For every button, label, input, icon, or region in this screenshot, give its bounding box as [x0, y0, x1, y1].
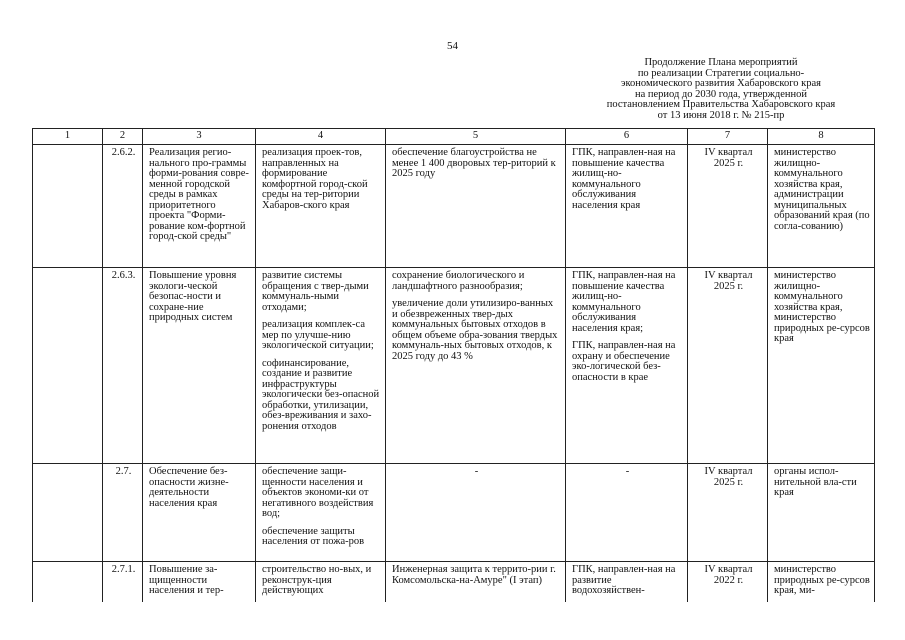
- cell-text: сохранение биологического и ландшафтного разнообразия;: [392, 270, 525, 292]
- column-header: 3: [143, 129, 256, 145]
- cell-text: ГПК, направлен-ная на охрану и обеспечение эко-логической без-опасности в крае: [572, 340, 676, 383]
- table-cell: [143, 268, 256, 464]
- cell-text: обеспечение благоустройства не менее 1 400 дворовых тер-риторий к 2025 году: [392, 147, 556, 179]
- table-cell: [256, 464, 386, 562]
- table-row: [33, 268, 875, 464]
- header-line: Продолжение Плана мероприятий: [644, 57, 798, 68]
- column-number-row: [33, 129, 875, 145]
- table-cell: [566, 562, 688, 602]
- header-line: постановлением Правительства Хабаровского края: [606, 99, 836, 110]
- table-cell: [103, 464, 143, 562]
- header-line: от 13 июня 2018 г. № 215-пр: [657, 109, 785, 121]
- cell-text: -: [474, 466, 479, 477]
- cell-text: развитие системы обращения с твер-дыми коммуналь-ными отходами;: [262, 270, 369, 313]
- cell-text: 2.6.2.: [111, 147, 136, 158]
- table-cell: [768, 268, 875, 464]
- cell-text: 2.7.1.: [111, 564, 136, 575]
- table-cell: [103, 562, 143, 602]
- column-header: 2: [103, 129, 143, 145]
- plan-table: [32, 128, 875, 602]
- cell-text: министерство жилищно-коммунального хозяйства края, администрации муниципальных образований края (по согла-сованию): [774, 147, 870, 232]
- table-cell: [768, 562, 875, 602]
- cell-text: министерство природных ре-сурсов края, ми-: [774, 564, 870, 596]
- table-cell: [143, 562, 256, 602]
- table-cell: [688, 562, 768, 602]
- plan-table-body: [33, 145, 875, 602]
- table-row: [33, 562, 875, 602]
- table-cell: [566, 464, 688, 562]
- cell-text: министерство жилищно-коммунального хозяйства края, министерство природных ре-сурсов края: [774, 270, 870, 344]
- cell-text: IV квартал 2022 г.: [704, 564, 753, 586]
- table-cell: [256, 145, 386, 268]
- cell-text: реализация проек-тов, направленных на формирование комфортной город-ской среды на тер-ритории Хабаров-ского края: [262, 147, 368, 211]
- cell-text: Обеспечение без-опасности жизне-деятельности населения края: [149, 466, 229, 509]
- table-cell: [143, 464, 256, 562]
- column-header: 6: [566, 129, 688, 145]
- cell-text: IV квартал 2025 г.: [704, 147, 753, 169]
- cell-text: 2.6.3.: [111, 270, 136, 281]
- cell-text: софинансирование, создание и развитие инфраструктуры экологически без-опасной обработки, утилизации, обез-вреживания и захо-ронения отходов: [262, 357, 380, 432]
- table-cell: [143, 145, 256, 268]
- table-cell: [386, 268, 566, 464]
- table-cell: [386, 145, 566, 268]
- table-cell: [33, 464, 103, 562]
- cell-text: Инженерная защита к террито-рии г. Комсомольска-на-Амуре" (I этап): [392, 564, 556, 586]
- column-header: 1: [33, 129, 103, 145]
- cell-text: IV квартал 2025 г.: [704, 466, 753, 488]
- cell-text: Реализация регио-нального про-граммы форми-рования совре-менной городской среды в рамках приоритетного проекта "Форми-рование ком-фортной город-ской среды": [149, 147, 249, 242]
- table-cell: [566, 268, 688, 464]
- cell-text: строительство но-вых, и реконструк-ция действующих: [262, 564, 372, 596]
- cell-text: ГПК, направлен-ная на повышение качества жилищ-но-коммунального обслуживания населения края: [572, 147, 676, 211]
- cell-text: Повышение за-щищенности населения и тер-: [149, 564, 224, 596]
- table-cell: [688, 268, 768, 464]
- column-header: 8: [768, 129, 875, 145]
- cell-text: -: [625, 466, 630, 477]
- table-row: [33, 145, 875, 268]
- table-cell: [768, 464, 875, 562]
- cell-text: реализация комплек-са мер по улучше-нию экологической ситуации;: [262, 319, 374, 351]
- cell-text: увеличение доли утилизиро-ванных и обезвреженных твер-дых коммунальных бытовых отходов в общем объеме обра-зования твердых коммуналь-ных бытовых отходов, к 2025 году до 43 %: [392, 298, 558, 362]
- cell-text: ГПК, направлен-ная на развитие водохозяйствен-: [572, 564, 676, 596]
- cell-text: IV квартал 2025 г.: [704, 270, 753, 292]
- table-cell: [33, 145, 103, 268]
- table-cell: [256, 268, 386, 464]
- column-header: 5: [386, 129, 566, 145]
- table-cell: [33, 562, 103, 602]
- table-cell: [256, 562, 386, 602]
- cell-text: Повышение уровня экологи-ческой безопас-ности и сохране-ние природных систем: [149, 270, 237, 323]
- header-line: на период до 2030 года, утвержденной: [634, 88, 808, 100]
- table-cell: [688, 145, 768, 268]
- table-cell: [386, 464, 566, 562]
- column-header: 7: [688, 129, 768, 145]
- cell-text: ГПК, направлен-ная на повышение качества жилищ-но-коммунального обслуживания населения края;: [572, 270, 676, 334]
- table-cell: [103, 145, 143, 268]
- column-header: 4: [256, 129, 386, 145]
- table-row: [33, 464, 875, 562]
- cell-text: обеспечение защиты населения от пожа-ров: [262, 525, 365, 547]
- table-cell: [768, 145, 875, 268]
- page-number: 54: [447, 40, 458, 52]
- header-line: по реализации Стратегии социально-: [637, 67, 805, 79]
- cell-text: обеспечение защи-щенности населения и объектов экономи-ки от негативного воздействия вод;: [262, 466, 374, 519]
- table-cell: [386, 562, 566, 602]
- cell-text: органы испол-нительной вла-сти края: [774, 466, 857, 498]
- document-header: [571, 58, 871, 121]
- cell-text: 2.7.: [115, 466, 132, 477]
- table-cell: [103, 268, 143, 464]
- table-cell: [688, 464, 768, 562]
- header-line: экономического развития Хабаровского края: [620, 78, 822, 89]
- table-cell: [33, 268, 103, 464]
- table-cell: [566, 145, 688, 268]
